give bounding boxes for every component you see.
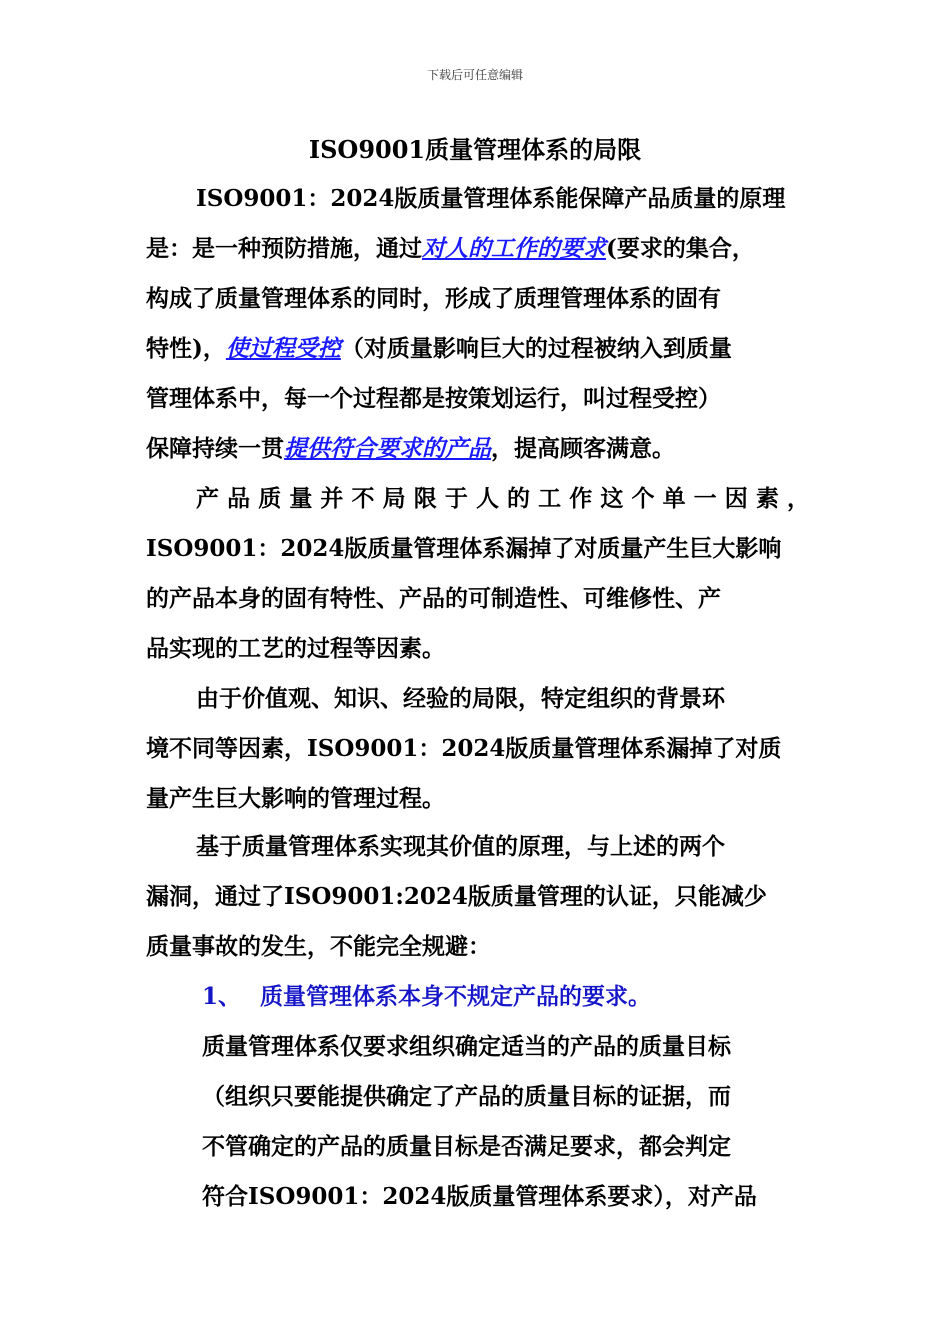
text-span: （对质量影响巨大的过程被纳入到质量 — [340, 335, 732, 362]
text-line: 的产品本身的固有特性、产品的可制造性、可维修性、产 — [146, 585, 721, 612]
text-line: 符合ISO9001：2024版质量管理体系要求），对产品 — [202, 1183, 757, 1210]
list-heading-text: 质量管理体系本身不规定产品的要求。 — [260, 983, 651, 1010]
text-line: 由于价值观、知识、经验的局限，特定组织的背景环 — [196, 685, 725, 712]
text-span: 保障持续一贯 — [146, 435, 284, 462]
text-line: 不管确定的产品的质量目标是否满足要求，都会判定 — [202, 1133, 731, 1160]
paragraph-3 — [146, 674, 810, 824]
text-line: （组织只要能提供确定了产品的质量目标的证据，而 — [202, 1083, 731, 1110]
text-line: ISO9001：2024版质量管理体系漏掉了对质量产生巨大影响 — [146, 535, 782, 562]
paragraph-2 — [146, 474, 810, 674]
list-item-heading — [146, 972, 810, 1022]
text-span: 是：是一种预防措施，通过 — [146, 235, 422, 262]
link-work-requirements[interactable]: 对人的工作的要求 — [422, 235, 606, 262]
text-span: 特性)， — [146, 335, 226, 362]
list-item-1 — [146, 972, 810, 1222]
paragraph-4 — [146, 822, 810, 972]
list-number: 1、 — [202, 983, 242, 1010]
text-line: 质量管理体系仅要求组织确定适当的产品的质量目标 — [202, 1033, 731, 1060]
text-line: 质量事故的发生，不能完全规避： — [146, 933, 491, 960]
document-title: ISO9001质量管理体系的局限 — [308, 135, 642, 164]
text-line: 量产生巨大影响的管理过程。 — [146, 785, 445, 812]
text-line: 漏洞，通过了ISO9001:2024版质量管理的认证，只能减少 — [146, 883, 767, 910]
text-line: 境不同等因素，ISO9001：2024版质量管理体系漏掉了对质 — [146, 735, 782, 762]
link-conforming-products[interactable]: 提供符合要求的产品 — [284, 435, 491, 462]
text-line: 管理体系中，每一个过程都是按策划运行，叫过程受控） — [146, 385, 721, 412]
text-line — [146, 424, 810, 474]
text-line: 基于质量管理体系实现其价值的原理，与上述的两个 — [196, 833, 725, 860]
text-span: (要求的集合， — [606, 235, 755, 262]
text-span: ，提高顾客满意。 — [491, 435, 675, 462]
text-line: ISO9001：2024版质量管理体系能保障产品质量的原理 — [196, 185, 786, 212]
text-line: 品实现的工艺的过程等因素。 — [146, 635, 445, 662]
text-line — [146, 324, 810, 374]
paragraph-1 — [146, 174, 810, 474]
link-process-control[interactable]: 使过程受控 — [225, 335, 341, 362]
text-line: 产品质量并不局限于人的工作这个单一因素， — [196, 485, 810, 512]
text-line: 构成了质量管理体系的同时，形成了质理管理体系的固有 — [146, 285, 721, 312]
header-note: 下载后可任意编辑 — [426, 68, 523, 82]
text-line — [146, 224, 810, 274]
